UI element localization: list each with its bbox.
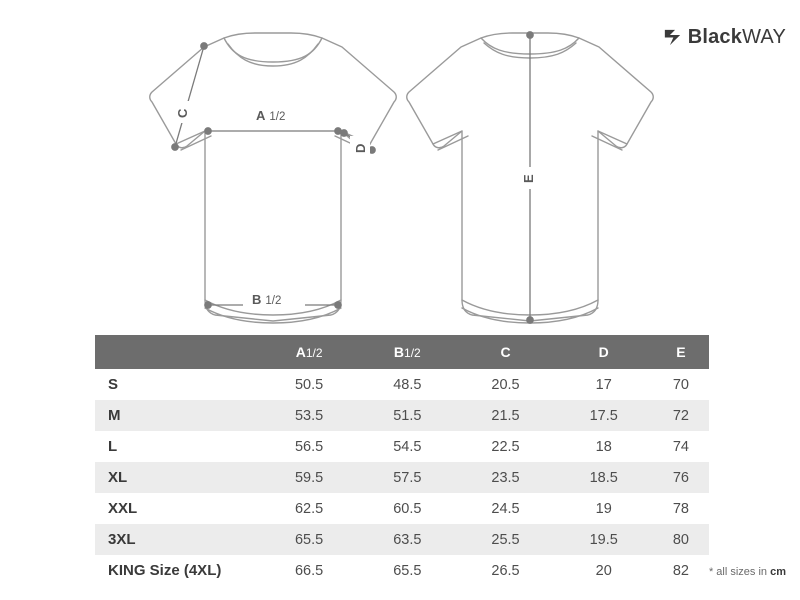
label-b-letter: B: [252, 292, 262, 307]
cell-c: 23.5: [456, 462, 554, 493]
cell-d: 19.5: [555, 524, 653, 555]
cell-a: 59.5: [260, 462, 358, 493]
table-row: [95, 400, 709, 431]
cell-c: 26.5: [456, 555, 554, 586]
cell-c: 22.5: [456, 431, 554, 462]
cell-b: 60.5: [358, 493, 456, 524]
row-size-label: XL: [95, 462, 260, 493]
label-c-letter: C: [175, 108, 190, 118]
footnote-unit: cm: [770, 566, 786, 578]
row-size-label: S: [95, 369, 260, 400]
table-header-row: [95, 335, 709, 369]
cell-c: 24.5: [456, 493, 554, 524]
col-header-size: [95, 335, 260, 369]
cell-e: 76: [653, 462, 709, 493]
label-b-frac: 1/2: [265, 295, 282, 307]
col-header-b-frac: 1/2: [404, 346, 421, 360]
row-size-label: KING Size (4XL): [95, 555, 260, 586]
cell-e: 82: [653, 555, 709, 586]
size-table: [95, 335, 709, 586]
cell-e: 72: [653, 400, 709, 431]
size-table-body: [95, 369, 709, 586]
col-header-a: [260, 335, 358, 369]
brand-name-light: WAY: [742, 26, 786, 48]
svg-text:A1/2: [256, 108, 285, 123]
col-header-d: D: [555, 335, 653, 369]
cell-b: 63.5: [358, 524, 456, 555]
cell-d: 18.5: [555, 462, 653, 493]
cell-d: 18: [555, 431, 653, 462]
label-e-letter: E: [521, 174, 536, 183]
label-b: [243, 289, 305, 309]
cell-d: 20: [555, 555, 653, 586]
cell-a: 66.5: [260, 555, 358, 586]
label-e: [518, 167, 538, 189]
size-table-header: [95, 335, 709, 369]
cell-e: 78: [653, 493, 709, 524]
cell-e: 74: [653, 431, 709, 462]
label-a: [246, 105, 308, 125]
col-header-b-letter: B: [393, 344, 405, 360]
svg-text:B1/2: [252, 292, 281, 307]
dimension-lines: [172, 32, 533, 323]
table-row: [95, 462, 709, 493]
col-header-a-letter: A: [295, 344, 306, 360]
cell-c: 20.5: [456, 369, 554, 400]
table-row: [95, 524, 709, 555]
cell-e: 80: [653, 524, 709, 555]
col-header-e: E: [653, 335, 709, 369]
row-size-label: XXL: [95, 493, 260, 524]
tshirt-front-outline: [150, 33, 397, 323]
row-size-label: M: [95, 400, 260, 431]
table-row: [95, 555, 709, 586]
table-row: [95, 431, 709, 462]
row-size-label: L: [95, 431, 260, 462]
brand-name-bold: Black: [687, 26, 743, 48]
cell-c: 21.5: [456, 400, 554, 431]
cell-a: 50.5: [260, 369, 358, 400]
footnote: [709, 566, 786, 578]
cell-b: 48.5: [358, 369, 456, 400]
label-c: [172, 101, 192, 123]
label-a-letter: A: [256, 108, 266, 123]
row-size-label: 3XL: [95, 524, 260, 555]
label-d-letter: D: [353, 143, 368, 153]
cell-b: 54.5: [358, 431, 456, 462]
cell-d: 17.5: [555, 400, 653, 431]
table-row: [95, 369, 709, 400]
cell-b: 57.5: [358, 462, 456, 493]
col-header-c: C: [456, 335, 554, 369]
cell-b: 65.5: [358, 555, 456, 586]
footnote-text: * all sizes in: [708, 566, 771, 578]
label-a-frac: 1/2: [269, 111, 286, 123]
label-d: [350, 136, 370, 160]
cell-e: 70: [653, 369, 709, 400]
cell-c: 25.5: [456, 524, 554, 555]
col-header-b: [358, 335, 456, 369]
cell-d: 17: [555, 369, 653, 400]
cell-b: 51.5: [358, 400, 456, 431]
cell-a: 53.5: [260, 400, 358, 431]
cell-a: 62.5: [260, 493, 358, 524]
cell-a: 56.5: [260, 431, 358, 462]
cell-a: 65.5: [260, 524, 358, 555]
col-header-a-frac: 1/2: [305, 346, 323, 360]
table-row: [95, 493, 709, 524]
cell-d: 19: [555, 493, 653, 524]
